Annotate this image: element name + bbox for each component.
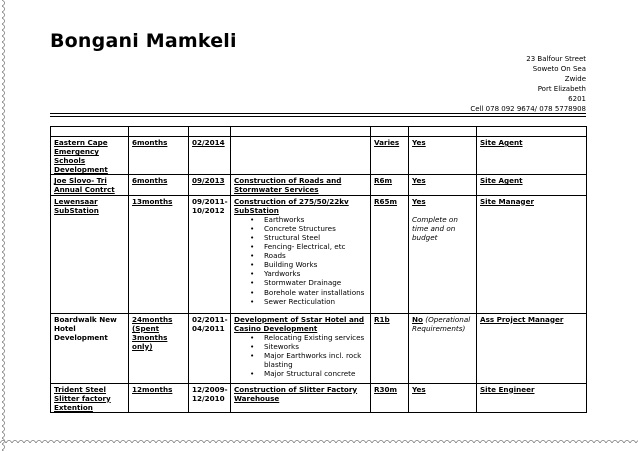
task-item: • Earthworks — [264, 215, 368, 224]
project-role: Site Manager — [477, 195, 587, 313]
project-date: 12/2009-12/2010 — [189, 383, 231, 412]
task-item: • Relocating Existing services — [264, 333, 368, 342]
address-line: 6201 — [568, 95, 586, 103]
task-item: • Building Works — [264, 260, 368, 269]
page-edge-bottom — [0, 437, 638, 443]
table-cell — [409, 127, 477, 137]
address-line: Port Elizabeth — [537, 85, 586, 93]
task-item: • Yardworks — [264, 269, 368, 278]
table-row — [51, 137, 587, 175]
project-duration: 24months (Spent 3months only) — [132, 314, 173, 351]
phone-line: Cell 078 092 9674/ 078 5778908 — [470, 105, 586, 113]
project-on-time: Yes — [409, 383, 477, 412]
table-cell — [371, 127, 409, 137]
project-name: Trident Steel Slitter factory Extention — [51, 383, 129, 412]
project-on-time: No — [412, 314, 423, 324]
project-name: Boardwalk New Hotel Development — [51, 313, 129, 383]
person-name: Bongani Mamkeli — [50, 30, 237, 52]
project-description-title: Construction of Roads and Stormwater Services — [231, 175, 371, 195]
contact-address — [470, 54, 586, 114]
project-name: Eastern Cape Emergency Schools Development — [51, 137, 129, 175]
project-on-time: Yes — [412, 196, 426, 206]
project-description — [231, 195, 371, 313]
project-name: Joe Slovo- Tri Annual Contrct — [51, 175, 129, 195]
project-duration-cell — [129, 313, 189, 383]
project-value: R30m — [371, 383, 409, 412]
table-row — [51, 195, 587, 313]
table-cell — [51, 127, 129, 137]
project-on-time-cell — [409, 195, 477, 313]
project-on-time: Yes — [409, 175, 477, 195]
task-item: • Siteworks — [264, 342, 368, 351]
table-row — [51, 175, 587, 195]
project-duration: 6months — [129, 137, 189, 175]
project-value: R65m — [371, 195, 409, 313]
project-date: 02/2014 — [189, 137, 231, 175]
project-role: Ass Project Manager — [477, 313, 587, 383]
project-description-title: Construction of Slitter Factory Warehouse — [231, 383, 371, 412]
project-description-title: Construction of 275/50/22kv SubStation — [234, 196, 349, 215]
task-item: • Borehole water installations — [264, 288, 368, 297]
task-list — [234, 215, 368, 306]
project-role: Site Agent — [477, 175, 587, 195]
project-duration: 12months — [129, 383, 189, 412]
project-duration: 13months — [129, 195, 189, 313]
project-value: Varies — [371, 137, 409, 175]
task-item: • Major Structural concrete — [264, 369, 368, 378]
table-row — [51, 383, 587, 412]
project-date: 09/2013 — [189, 175, 231, 195]
project-value: R1b — [371, 313, 409, 383]
project-description-title: Development of Sstar Hotel and Casino Development — [234, 314, 365, 333]
project-history-table — [50, 126, 587, 413]
project-on-time-note: (Operational Requirements) — [412, 314, 471, 333]
project-description — [231, 137, 371, 175]
project-name: Lewensaar SubStation — [51, 195, 129, 313]
project-date: 02/2011-04/2011 — [189, 313, 231, 383]
task-list — [234, 333, 368, 378]
table-header-row — [51, 127, 587, 137]
project-date: 09/2011-10/2012 — [189, 195, 231, 313]
table-cell — [477, 127, 587, 137]
header-divider-thin — [50, 116, 586, 117]
header-divider — [50, 113, 586, 114]
project-description — [231, 313, 371, 383]
project-value: R6m — [371, 175, 409, 195]
project-on-time-cell — [409, 313, 477, 383]
address-line: Zwide — [564, 75, 586, 83]
task-item: • Fencing- Electrical, etc — [264, 242, 368, 251]
table-cell — [231, 127, 371, 137]
task-item: • Sewer Recticulation — [264, 297, 368, 306]
table-cell — [129, 127, 189, 137]
page-edge-left — [2, 0, 8, 451]
task-item: • Concrete Structures — [264, 224, 368, 233]
task-item: • Major Earthworks incl. rock blasting — [264, 351, 368, 369]
project-role: Site Agent — [477, 137, 587, 175]
project-on-time: Yes — [409, 137, 477, 175]
table-row — [51, 313, 587, 383]
task-item: • Roads — [264, 251, 368, 260]
task-item: • Stormwater Drainage — [264, 278, 368, 287]
project-duration: 6months — [129, 175, 189, 195]
address-line: 23 Balfour Street — [526, 55, 586, 63]
table-cell — [189, 127, 231, 137]
project-role: Site Engineer — [477, 383, 587, 412]
project-on-time-note: Complete on time and on budget — [412, 214, 458, 242]
address-line: Soweto On Sea — [532, 65, 586, 73]
task-item: • Structural Steel — [264, 233, 368, 242]
